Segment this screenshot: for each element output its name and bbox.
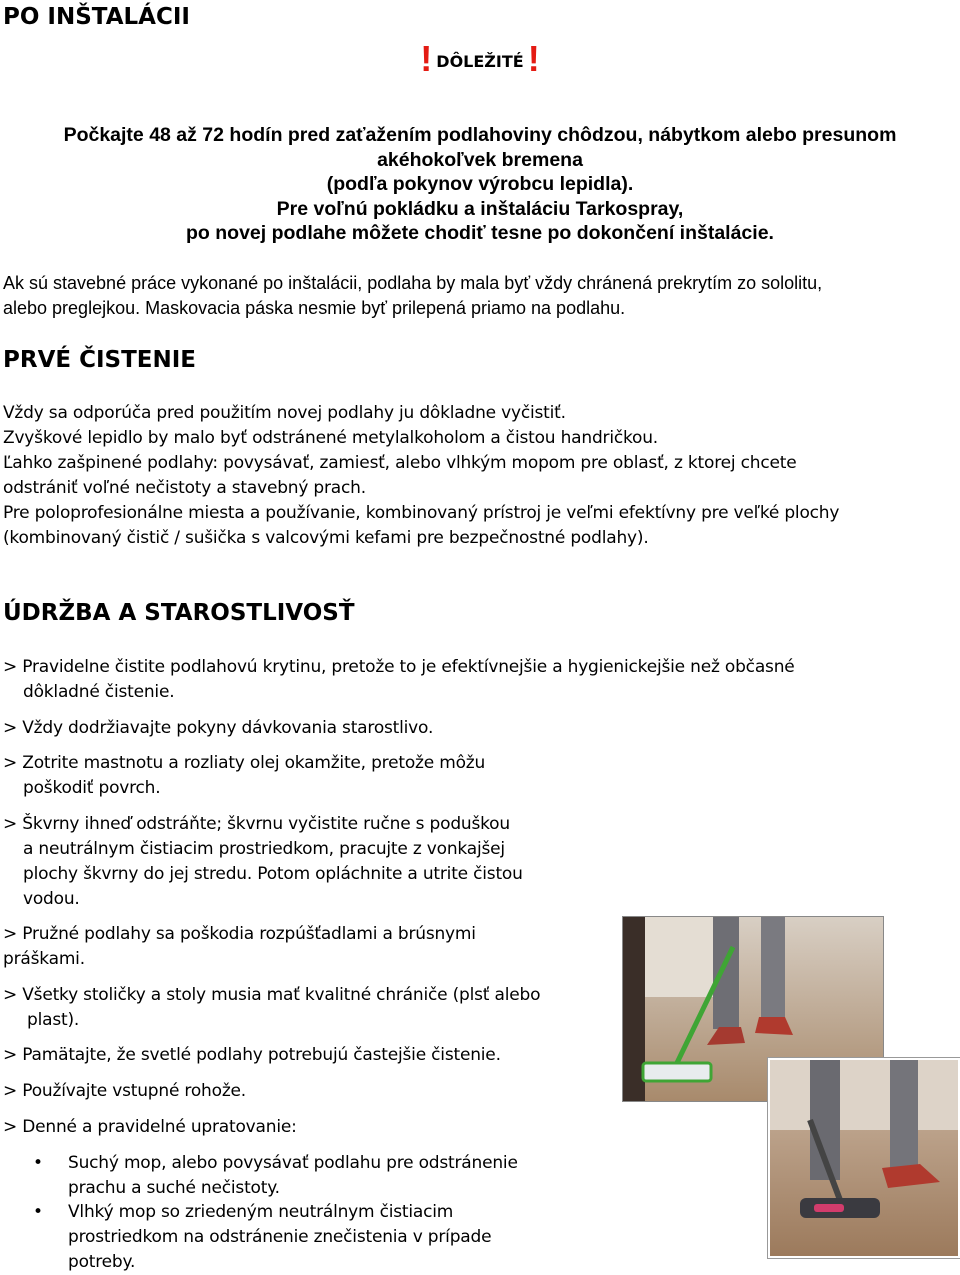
bullet-item: Suchý mop, alebo povysávať podlahu pre odstránenie prachu a suché nečistoty. [68, 1153, 518, 1198]
installation-notice [0, 123, 960, 246]
maintenance-item: > Pružné podlahy sa poškodia rozpúšťadlami a brúsnymi práškami. [3, 924, 476, 969]
bullet-icon: • [33, 1153, 44, 1173]
maintenance-item: > Všetky stoličky a stoly musia mať kvalitné chrániče (plsť alebo plast). [3, 985, 541, 1030]
maintenance-heading: ÚDRŽBA A STAROSTLIVOSŤ [3, 600, 355, 626]
protection-paragraph [3, 271, 822, 321]
protection-line: alebo preglejkou. Maskovacia páska nesmie byť prilepená priamo na podlahu. [3, 298, 626, 318]
notice-line: (podľa pokynov výrobcu lepidla). [326, 173, 634, 195]
maintenance-item: > Používajte vstupné rohože. [3, 1081, 247, 1101]
maintenance-item: > Škvrny ihneď odstráňte; škvrnu vyčistite ručne s poduškou a neutrálnym čistiacim prostriedkom, pracujte z vonkajšej plochy škvrny do jej stredu. Potom opláchnite a utrite čistou vodou. [3, 814, 523, 909]
vacuum-cleaning-photo [768, 1058, 960, 1258]
first-clean-line: odstrániť voľné nečistoty a stavebný prach. [3, 478, 366, 498]
page-title: PO INŠTALÁCII [3, 4, 190, 30]
notice-line: Počkajte 48 až 72 hodín pred zaťažením podlahoviny chôdzou, nábytkom alebo presunom [63, 124, 897, 146]
first-clean-heading: PRVÉ ČISTENIE [3, 347, 197, 373]
maintenance-item: > Vždy dodržiavajte pokyny dávkovania starostlivo. [3, 718, 434, 738]
first-clean-line: Pre poloprofesionálne miesta a používanie, kombinovaný prístroj je veľmi efektívny pre veľké plochy [3, 503, 840, 523]
notice-line: Pre voľnú pokládku a inštaláciu Tarkospray, [276, 197, 684, 220]
maintenance-item: > Pamätajte, že svetlé podlahy potrebujú častejšie čistenie. [3, 1045, 501, 1065]
bullet-item: Vlhký mop so zriedeným neutrálnym čistiacim prostriedkom na odstránenie znečistenia v prípade potreby. [68, 1202, 492, 1272]
important-label: DÔLEŽITÉ [436, 52, 524, 71]
first-clean-line: Ľahko zašpinené podlahy: povysávať, zamiesť, alebo vlhkým mopom pre oblasť, z ktorej chcete [3, 453, 797, 473]
first-clean-line: (kombinovaný čistič / sušička s valcovými kefami pre bezpečnostné podlahy). [3, 528, 649, 548]
first-clean-line: Zvyškové lepidlo by malo byť odstránené metylalkoholom a čistou handričkou. [3, 428, 659, 448]
maintenance-item: > Zotrite mastnotu a rozliaty olej okamžite, pretože môžu poškodiť povrch. [3, 753, 486, 798]
bullet-icon: • [33, 1202, 44, 1222]
exclamation-icon: ! [420, 38, 433, 79]
first-clean-line: Vždy sa odporúča pred použitím novej podlahy ju dôkladne vyčistiť. [3, 403, 566, 423]
notice-line: akéhokoľvek bremena [377, 148, 583, 171]
notice-line: po novej podlahe môžete chodiť tesne po dokončení inštalácie. [186, 222, 774, 244]
first-clean-paragraph [3, 401, 839, 551]
maintenance-item: > Denné a pravidelné upratovanie: [3, 1117, 297, 1137]
important-notice-label [0, 38, 960, 80]
maintenance-item: > Pravidelne čistite podlahovú krytinu, pretože to je efektívnejšie a hygienickejšie než občasné dôkladné čistenie. [3, 657, 795, 702]
protection-line: Ak sú stavebné práce vykonané po inštalácii, podlaha by mala byť vždy chránená prekrytím zo sololitu, [3, 273, 823, 293]
exclamation-icon: ! [527, 38, 540, 79]
